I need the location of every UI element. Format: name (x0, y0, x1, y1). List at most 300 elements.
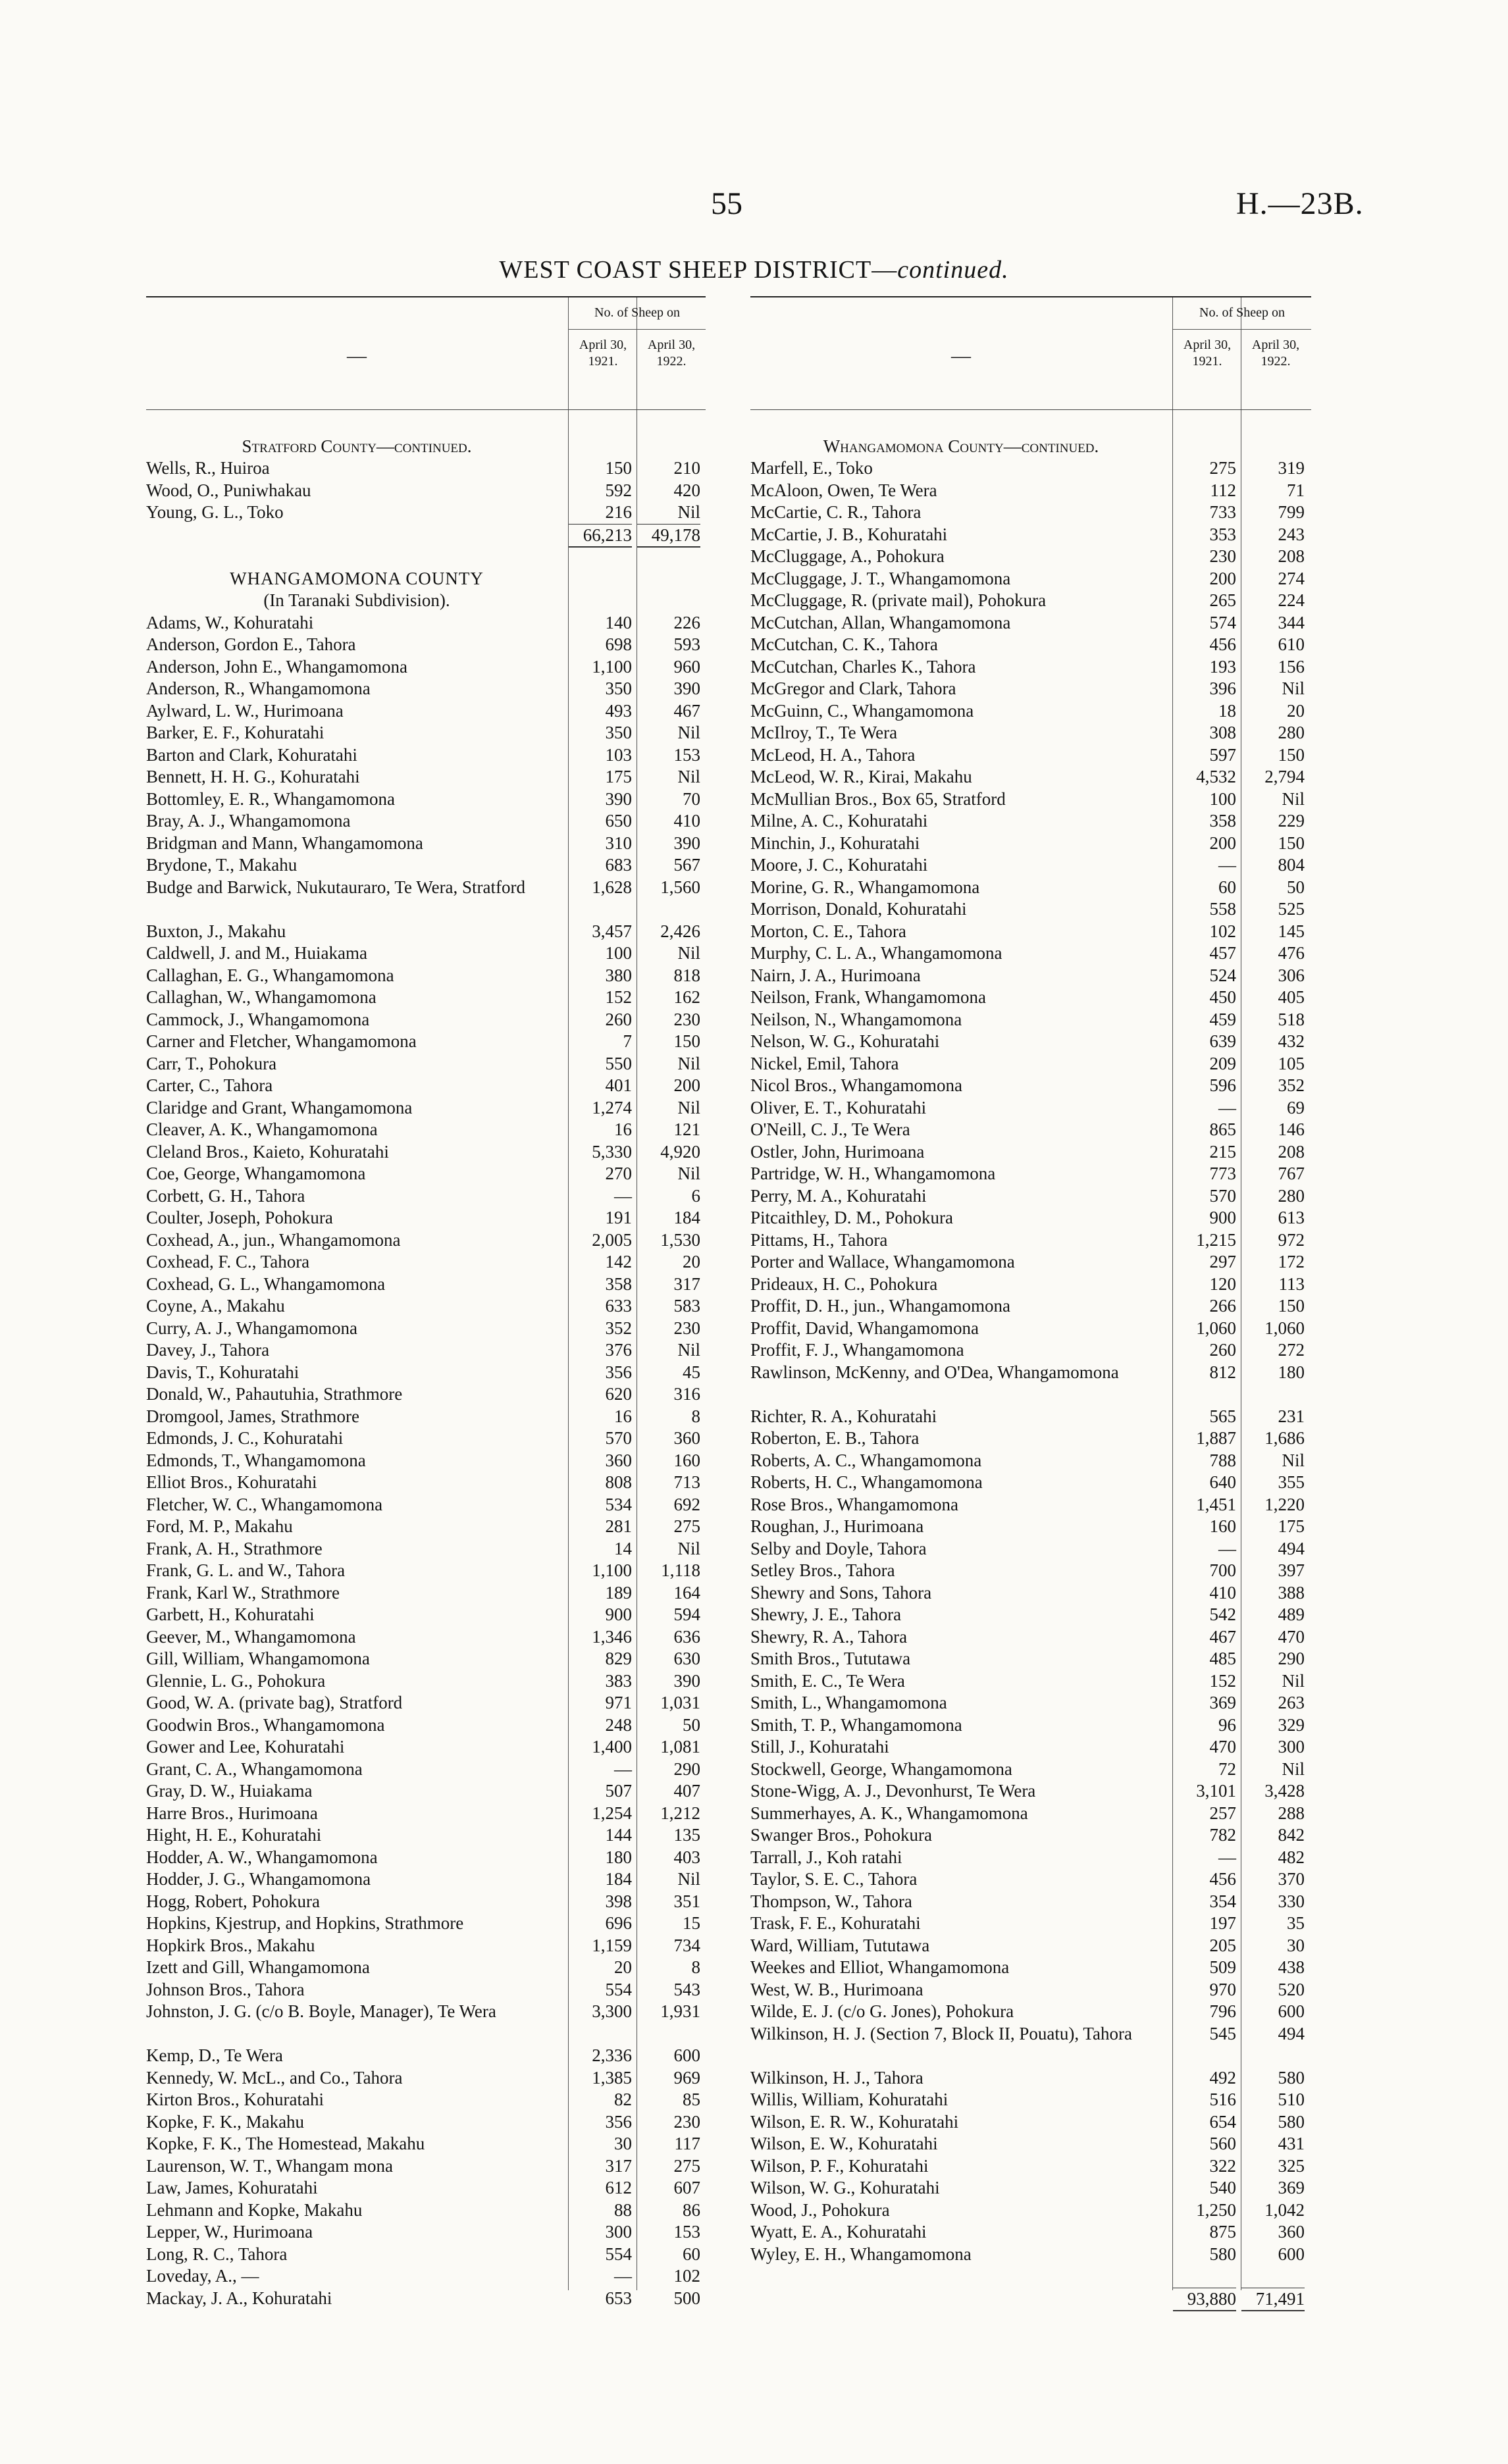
owner-name: Murphy, C. L. A., Whangamomona (750, 943, 1002, 963)
table-row (750, 2177, 1311, 2199)
table-row (750, 1538, 1311, 1560)
sheep-1922: Nil (1282, 1670, 1305, 1691)
sheep-1921: 265 (1209, 590, 1236, 610)
table-row (750, 1450, 1311, 1472)
sheep-1922: 734 (673, 1935, 700, 1955)
sheep-1922: Nil (1282, 1450, 1305, 1470)
owner-name: Still, J., Kohuratahi (750, 1737, 889, 1757)
table-row (146, 2133, 706, 2155)
table-row (750, 877, 1311, 899)
sheep-1921: 1,400 (592, 1737, 632, 1757)
owner-name: Setley Bros., Tahora (750, 1560, 895, 1580)
table-row (146, 1383, 706, 1406)
sheep-1921: 398 (605, 1891, 632, 1911)
sheep-1921: 260 (1209, 1340, 1236, 1360)
sheep-1921: 2,005 (592, 1229, 632, 1250)
sheep-1921: 317 (605, 2155, 632, 2176)
table-row (750, 1670, 1311, 1693)
owner-name: Cammock, J., Whangamomona (146, 1009, 370, 1029)
owner-name: Edmonds, T., Whangamomona (146, 1450, 366, 1470)
sheep-1922: 600 (1278, 2244, 1305, 2264)
sheep-1922: 162 (673, 987, 700, 1007)
owner-name: Carter, C., Tahora (146, 1075, 273, 1095)
sheep-1922: 85 (683, 2090, 700, 2109)
sheep-1922: 3,428 (1264, 1781, 1305, 1801)
sheep-1921: 654 (1209, 2111, 1236, 2132)
table-row (750, 1824, 1311, 1847)
sheep-1921: 639 (1209, 1031, 1236, 1051)
county-heading: WHANGAMOMONA COUNTY (230, 568, 484, 588)
owner-name: Coyne, A., Makahu (146, 1296, 285, 1316)
table-row (146, 1648, 706, 1670)
sheep-1922: Nil (677, 1340, 700, 1360)
sheep-1921: 808 (605, 1472, 632, 1492)
table-row (750, 612, 1311, 634)
table-row (146, 1009, 706, 1031)
table-row (146, 2089, 706, 2111)
owner-name: Caldwell, J. and M., Huiakama (146, 943, 367, 963)
sheep-1921: 390 (605, 788, 632, 809)
sheep-1921: 683 (605, 855, 632, 875)
table-row (750, 1185, 1311, 1208)
table-row (146, 2244, 706, 2266)
owner-name: Milne, A. C., Kohuratahi (750, 811, 928, 831)
sheep-1922: 489 (1278, 1604, 1305, 1624)
sheep-1921: 829 (605, 1649, 632, 1668)
table-row (750, 2133, 1311, 2155)
owner-name: Harre Bros., Hurimoana (146, 1803, 318, 1823)
sheep-1921: 612 (605, 2178, 632, 2197)
owner-name: Good, W. A. (private bag), Stratford (146, 1693, 403, 1712)
owner-name: McGregor and Clark, Tahora (750, 679, 956, 698)
county-subheading-row (146, 590, 706, 612)
sheep-1921: 175 (605, 767, 632, 786)
sheep-1921: 773 (1209, 1164, 1236, 1183)
sheep-1922: 636 (673, 1626, 700, 1647)
sheep-1922: 692 (673, 1494, 700, 1514)
sheep-1921: 570 (605, 1428, 632, 1448)
sheep-1922: 164 (673, 1582, 700, 1603)
owner-name: Willis, William, Kohuratahi (750, 2090, 949, 2109)
sheep-1921: 524 (1209, 965, 1236, 985)
owner-name: McCutchan, Allan, Whangamomona (750, 612, 1011, 632)
sheep-1922: 300 (1278, 1737, 1305, 1757)
sheep-1921: 18 (1218, 700, 1236, 721)
sheep-1921: 700 (1209, 1560, 1236, 1580)
sheep-1921: 650 (605, 811, 632, 831)
sheep-1922: 210 (673, 458, 700, 478)
table-row (146, 1031, 706, 1053)
table-row (146, 1758, 706, 1781)
section-heading: Whangamomona County—continued. (823, 436, 1099, 456)
sheep-1922: 593 (673, 634, 700, 654)
owner-name: McMullian Bros., Box 65, Stratford (750, 788, 1006, 809)
owner-name: Proffit, David, Whangamomona (750, 1318, 979, 1338)
owner-name: Gower and Lee, Kohuratahi (146, 1737, 345, 1757)
table-row (750, 1362, 1311, 1406)
table-row (750, 987, 1311, 1009)
table-row (750, 1714, 1311, 1737)
sheep-1921: 60 (1218, 877, 1236, 897)
sheep-1922: 50 (1287, 877, 1305, 897)
sheep-1922: 543 (673, 1979, 700, 1999)
sheep-1921: 266 (1209, 1296, 1236, 1316)
table-row (146, 2001, 706, 2045)
sheep-1921: — (614, 1185, 632, 1206)
table-row (146, 1604, 706, 1626)
sheep-1922: 390 (673, 833, 700, 853)
table-row (146, 480, 706, 502)
owner-name: Long, R. C., Tahora (146, 2244, 288, 2264)
sheep-1922: 150 (1278, 833, 1305, 853)
table-row (146, 1891, 706, 1913)
sheep-1922: 150 (1278, 1296, 1305, 1316)
owner-name: McCutchan, Charles K., Tahora (750, 656, 976, 677)
sheep-1921: 796 (1209, 2001, 1236, 2021)
sheep-1922: 275 (673, 2155, 700, 2176)
sheep-1921: 7 (623, 1031, 632, 1051)
sheep-1922: 1,042 (1264, 2199, 1305, 2220)
table-row (146, 2177, 706, 2199)
table-row (750, 1582, 1311, 1604)
header-col-1921: April 30, 1921. (579, 338, 627, 369)
table-row (146, 1229, 706, 1252)
sheep-1921: 209 (1209, 1053, 1236, 1073)
table-row (146, 722, 706, 744)
owner-name: Smith, E. C., Te Wera (750, 1670, 905, 1691)
county-subheading: (In Taranaki Subdivision). (263, 590, 450, 610)
table-row (146, 2111, 706, 2134)
sheep-1921: 275 (1209, 458, 1236, 478)
table-row (146, 1935, 706, 1957)
table-row (750, 1207, 1311, 1229)
sheep-1921: 485 (1209, 1649, 1236, 1668)
table-row (750, 2221, 1311, 2244)
sheep-1921: — (1218, 855, 1236, 875)
table-row (146, 1979, 706, 2001)
table-header (750, 296, 1311, 410)
sheep-1921: 558 (1209, 899, 1236, 919)
sheep-1922: Nil (677, 502, 700, 522)
sheep-1921: 270 (605, 1164, 632, 1183)
owner-name: Stone-Wigg, A. J., Devonhurst, Te Wera (750, 1781, 1036, 1801)
table-row (750, 1119, 1311, 1141)
owner-name: Cleaver, A. K., Whangamomona (146, 1119, 378, 1139)
sheep-1921: 1,100 (592, 1560, 632, 1580)
owner-name: Kennedy, W. McL., and Co., Tahora (146, 2067, 403, 2088)
table-row (750, 1604, 1311, 1626)
table-row (750, 501, 1311, 524)
table-row (146, 612, 706, 634)
sheep-1922: 351 (673, 1891, 700, 1911)
table-row (750, 810, 1311, 833)
owner-name: Pitcaithley, D. M., Pohokura (750, 1208, 953, 1227)
sheep-1921: 1,159 (592, 1935, 632, 1955)
owner-name: Cleland Bros., Kaieto, Kohuratahi (146, 1141, 389, 1162)
owner-name: Johnston, J. G. (c/o B. Boyle, Manager), Te Wera (146, 2001, 496, 2021)
owner-name: Smith Bros., Tututawa (750, 1649, 911, 1668)
table-row (146, 1912, 706, 1935)
owner-name: Roberton, E. B., Tahora (750, 1428, 920, 1448)
owner-name: Wilson, P. F., Kohuratahi (750, 2155, 929, 2176)
sheep-1922: 4,920 (660, 1141, 700, 1162)
owner-name: Johnson Bros., Tahora (146, 1979, 305, 1999)
sheep-1922: Nil (1282, 679, 1305, 698)
table-row (750, 2023, 1311, 2067)
table-row (146, 810, 706, 833)
sheep-1921: 308 (1209, 723, 1236, 742)
table-row (146, 1692, 706, 1714)
sheep-1922: 397 (1278, 1560, 1305, 1580)
sheep-1922: 567 (673, 855, 700, 875)
owner-name: Coxhead, A., jun., Whangamomona (146, 1229, 401, 1250)
sheep-1921: 281 (605, 1516, 632, 1536)
table-row (750, 2199, 1311, 2222)
owner-name: Proffit, D. H., jun., Whangamomona (750, 1296, 1010, 1316)
sheep-1921: 467 (1209, 1626, 1236, 1647)
sheep-1922: 1,530 (660, 1229, 700, 1250)
table-row (146, 1670, 706, 1693)
sheep-1922: 594 (673, 1604, 700, 1624)
sheep-1922: 105 (1278, 1053, 1305, 1073)
sheep-1921: 450 (1209, 987, 1236, 1007)
table-row (750, 2111, 1311, 2134)
owner-name: McCutchan, C. K., Tahora (750, 634, 938, 654)
table-row (750, 700, 1311, 723)
sheep-1921: 696 (605, 1913, 632, 1933)
table-row (146, 1560, 706, 1582)
owner-name: Smith, T. P., Whangamomona (750, 1714, 962, 1735)
sheep-1922: Nil (677, 723, 700, 742)
owner-name: Anderson, Gordon E., Tahora (146, 634, 356, 654)
owner-name: Brydone, T., Makahu (146, 855, 298, 875)
table-row (750, 524, 1311, 546)
sheep-1922: 438 (1278, 1957, 1305, 1977)
sheep-1922: 50 (683, 1714, 700, 1735)
sheep-1921: 788 (1209, 1450, 1236, 1470)
sheep-1922: 146 (1278, 1119, 1305, 1139)
sheep-1921: 782 (1209, 1825, 1236, 1845)
owner-name: Neilson, Frank, Whangamomona (750, 987, 986, 1007)
sheep-1921: 509 (1209, 1957, 1236, 1977)
owner-name: Kopke, F. K., The Homestead, Makahu (146, 2134, 425, 2153)
table-row (750, 634, 1311, 656)
table-row (146, 854, 706, 877)
sheep-1921: — (1218, 1097, 1236, 1117)
sheep-1922: 494 (1278, 2023, 1305, 2043)
owner-name: McIlroy, T., Te Wera (750, 723, 898, 742)
sheep-1922: 2,794 (1264, 767, 1305, 786)
sheep-1922: Nil (677, 943, 700, 963)
sheep-1921: 812 (1209, 1362, 1236, 1382)
sheep-1922: 420 (673, 480, 700, 500)
owner-name: McAloon, Owen, Te Wera (750, 480, 937, 500)
table-row (750, 833, 1311, 855)
sheep-1922: 494 (1278, 1538, 1305, 1558)
owner-name: Corbett, G. H., Tahora (146, 1185, 305, 1206)
sheep-1921: 360 (605, 1450, 632, 1470)
sheep-1922: 153 (673, 2222, 700, 2242)
sheep-1922: 117 (674, 2134, 700, 2153)
header-group: No. of Sheep on (594, 305, 680, 320)
page-number: 55 (711, 186, 742, 221)
sheep-1921: 4,532 (1196, 767, 1236, 786)
owner-name: Richter, R. A., Kohuratahi (750, 1406, 937, 1426)
owner-name: Hopkirk Bros., Makahu (146, 1935, 315, 1955)
owner-name: Ford, M. P., Makahu (146, 1516, 293, 1536)
sheep-1922: 275 (673, 1516, 700, 1536)
table-row (750, 1648, 1311, 1670)
sheep-1921: 200 (1209, 568, 1236, 588)
header-rule (1173, 329, 1311, 330)
sheep-1922: Nil (677, 1053, 700, 1073)
sheep-1921: 191 (605, 1208, 632, 1227)
table-row (750, 1979, 1311, 2001)
table-row (146, 1868, 706, 1891)
sheep-1921: 120 (1209, 1273, 1236, 1294)
sheep-1922: 355 (1278, 1472, 1305, 1492)
sheep-1922: 243 (1278, 524, 1305, 544)
sheep-1922: 818 (673, 965, 700, 985)
sheep-1922: 370 (1278, 1869, 1305, 1889)
table-row (750, 568, 1311, 590)
sheep-1922: 60 (683, 2244, 700, 2264)
table-row (750, 1736, 1311, 1758)
table-row (146, 1582, 706, 1604)
total-row (750, 2288, 1311, 2310)
sheep-1922: 280 (1278, 723, 1305, 742)
sheep-1921: 376 (605, 1340, 632, 1360)
sheep-1921: 103 (605, 744, 632, 765)
owner-name: Geever, M., Whangamomona (146, 1626, 356, 1647)
sheep-1921: 574 (1209, 612, 1236, 632)
table-row (750, 1229, 1311, 1252)
sheep-1921: 184 (605, 1869, 632, 1889)
table-row (146, 1163, 706, 1185)
sheep-1922: 360 (673, 1428, 700, 1448)
sheep-1921: 597 (1209, 744, 1236, 765)
table-row (146, 833, 706, 855)
header-dash: — (347, 345, 367, 367)
owner-name: Hodder, A. W., Whangamomona (146, 1847, 378, 1867)
sheep-1921: 189 (605, 1582, 632, 1603)
owner-name: McLeod, H. A., Tahora (750, 744, 916, 765)
sheep-1921: 16 (614, 1119, 632, 1139)
sheep-1922: 607 (673, 2178, 700, 2197)
table-row (146, 921, 706, 943)
owner-name: O'Neill, C. J., Te Wera (750, 1119, 910, 1139)
sheep-1922: 230 (673, 2111, 700, 2132)
table-row (750, 766, 1311, 788)
table-row (750, 1318, 1311, 1340)
owner-name: Taylor, S. E. C., Tahora (750, 1869, 918, 1889)
table-row (146, 1318, 706, 1340)
table-row (750, 2155, 1311, 2178)
sheep-1921: 3,457 (592, 921, 632, 941)
sheep-1922: 45 (683, 1362, 700, 1382)
table-row (146, 1053, 706, 1075)
total-1921: 93,880 (1173, 2288, 1236, 2312)
spacer (750, 413, 1311, 436)
sheep-1922: 200 (673, 1075, 700, 1095)
sheep-1922: 583 (673, 1296, 700, 1316)
header-rule (569, 329, 706, 330)
sheep-1921: 20 (614, 1957, 632, 1977)
table-row (750, 1803, 1311, 1825)
sheep-1921: 596 (1209, 1075, 1236, 1095)
sheep-1922: 388 (1278, 1582, 1305, 1603)
sheep-1921: 1,628 (592, 877, 632, 897)
table-row (750, 1251, 1311, 1273)
owner-name: McCluggage, J. T., Whangamomona (750, 568, 1011, 588)
sheep-1922: 319 (1278, 458, 1305, 478)
sheep-1921: — (614, 1758, 632, 1779)
sheep-1921: 356 (605, 1362, 632, 1382)
table-row (750, 898, 1311, 921)
sheep-1921: 200 (1209, 833, 1236, 853)
owner-name: Roughan, J., Hurimoana (750, 1516, 924, 1536)
sheep-1921: 180 (605, 1847, 632, 1867)
owner-name: Frank, Karl W., Strathmore (146, 1582, 340, 1603)
table-row (750, 1516, 1311, 1538)
sheep-1921: 310 (605, 833, 632, 853)
sheep-1921: 353 (1209, 524, 1236, 544)
table-row (146, 457, 706, 480)
sheep-1921: 82 (614, 2090, 632, 2109)
spacer (146, 413, 706, 436)
table-row (146, 1097, 706, 1119)
table-row (146, 1957, 706, 1979)
table-row (146, 1075, 706, 1097)
owner-name: Hogg, Robert, Pohokura (146, 1891, 320, 1911)
sheep-1921: 356 (605, 2111, 632, 2132)
sheep-1921: 633 (605, 1296, 632, 1316)
sheep-1921: 459 (1209, 1009, 1236, 1029)
owner-name: Pittams, H., Tahora (750, 1229, 888, 1250)
sheep-1922: 145 (1278, 921, 1305, 941)
sheep-1921: 300 (605, 2222, 632, 2242)
sheep-1922: 2,426 (660, 921, 700, 941)
sheep-1922: 972 (1278, 1229, 1305, 1250)
owner-name: Gill, William, Whangamomona (146, 1649, 370, 1668)
table-row (750, 744, 1311, 767)
sheep-1922: 431 (1278, 2134, 1305, 2153)
sheep-1922: 482 (1278, 1847, 1305, 1867)
sheep-1922: Nil (677, 1097, 700, 1117)
owner-name: Partridge, W. H., Whangamomona (750, 1164, 996, 1183)
sheep-1922: 344 (1278, 612, 1305, 632)
sheep-1922: 1,060 (1264, 1318, 1305, 1338)
table-row (750, 1692, 1311, 1714)
table-row (146, 1780, 706, 1803)
header-col-1922: April 30, 1922. (1251, 338, 1300, 369)
owner-name: Moore, J. C., Kohuratahi (750, 855, 928, 875)
sheep-1922: 390 (673, 1670, 700, 1691)
sheep-1921: 16 (614, 1406, 632, 1426)
document-reference: H.—23B. (1236, 186, 1364, 221)
sheep-1922: 150 (673, 1031, 700, 1051)
left-table (146, 296, 706, 2308)
total-1922: 49,178 (637, 524, 700, 548)
owner-name: Neilson, N., Whangamomona (750, 1009, 962, 1029)
table-row (146, 1472, 706, 1494)
owner-name: Laurenson, W. T., Whangam mona (146, 2155, 393, 2176)
owner-name: Wood, O., Puniwhakau (146, 480, 311, 500)
owner-name: Shewry and Sons, Tahora (750, 1582, 932, 1603)
owner-name: Ostler, John, Hurimoana (750, 1141, 925, 1162)
sheep-1922: 1,560 (660, 877, 700, 897)
sheep-1921: 580 (1209, 2244, 1236, 2264)
